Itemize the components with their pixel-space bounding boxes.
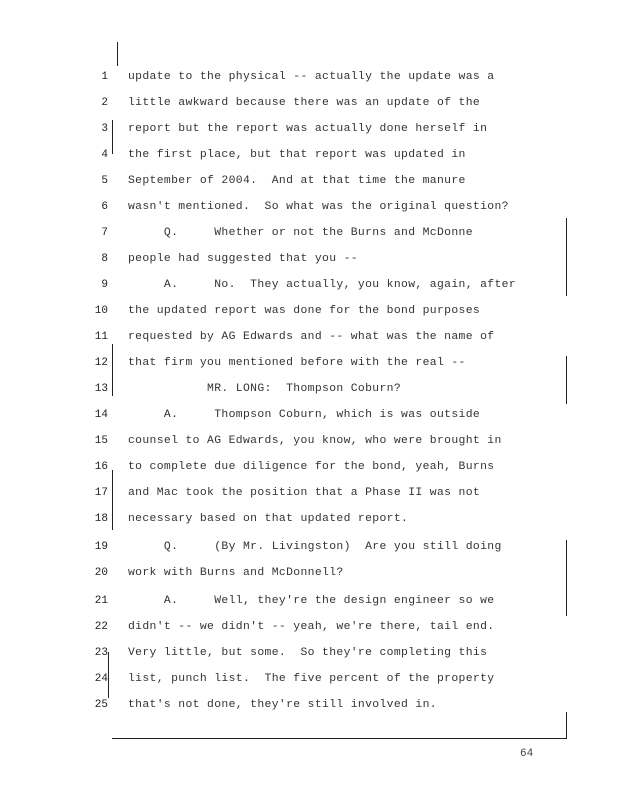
line-text: wasn't mentioned. So what was the original question? bbox=[128, 201, 509, 213]
transcript-line bbox=[0, 694, 618, 720]
line-number: 22 bbox=[94, 621, 108, 633]
line-text: requested by AG Edwards and -- what was the name of bbox=[128, 331, 495, 343]
line-number: 7 bbox=[101, 227, 108, 239]
line-text: update to the physical -- actually the update was a bbox=[128, 71, 495, 83]
line-number: 15 bbox=[94, 435, 108, 447]
line-text: little awkward because there was an update of the bbox=[128, 97, 481, 109]
transcript-line bbox=[0, 508, 618, 534]
transcript-line bbox=[0, 144, 618, 170]
transcript-line bbox=[0, 590, 618, 616]
transcript-line bbox=[0, 616, 618, 642]
line-number: 19 bbox=[94, 541, 108, 553]
line-number: 12 bbox=[94, 357, 108, 369]
line-text: that firm you mentioned before with the real -- bbox=[128, 357, 466, 369]
line-text: A. Well, they're the design engineer so we bbox=[128, 595, 495, 607]
line-number: 10 bbox=[94, 305, 108, 317]
bottom-rule bbox=[112, 738, 567, 739]
line-number: 4 bbox=[101, 149, 108, 161]
transcript-line bbox=[0, 118, 618, 144]
line-number: 13 bbox=[94, 383, 108, 395]
line-text: the first place, but that report was updated in bbox=[128, 149, 466, 161]
line-number: 21 bbox=[94, 595, 108, 607]
margin-rule-top bbox=[117, 42, 118, 66]
line-number: 6 bbox=[101, 201, 108, 213]
line-text: counsel to AG Edwards, you know, who were brought in bbox=[128, 435, 502, 447]
transcript-line bbox=[0, 300, 618, 326]
transcript-line bbox=[0, 378, 618, 404]
transcript-line bbox=[0, 222, 618, 248]
transcript-line bbox=[0, 404, 618, 430]
line-number: 3 bbox=[101, 123, 108, 135]
transcript-line bbox=[0, 170, 618, 196]
line-text: Q. (By Mr. Livingston) Are you still doing bbox=[128, 541, 502, 553]
line-number: 5 bbox=[101, 175, 108, 187]
line-text: the updated report was done for the bond purposes bbox=[128, 305, 481, 317]
line-text: list, punch list. The five percent of the property bbox=[128, 673, 495, 685]
line-number: 8 bbox=[101, 253, 108, 265]
line-number: 18 bbox=[94, 513, 108, 525]
line-number: 2 bbox=[101, 97, 108, 109]
transcript-line bbox=[0, 92, 618, 118]
line-text: that's not done, they're still involved in. bbox=[128, 699, 437, 711]
line-text: September of 2004. And at that time the manure bbox=[128, 175, 466, 187]
transcript-line bbox=[0, 668, 618, 694]
line-text: Q. Whether or not the Burns and McDonne bbox=[128, 227, 473, 239]
transcript-line bbox=[0, 66, 618, 92]
transcript-line bbox=[0, 456, 618, 482]
line-number: 14 bbox=[94, 409, 108, 421]
transcript-line bbox=[0, 274, 618, 300]
line-text: to complete due diligence for the bond, yeah, Burns bbox=[128, 461, 495, 473]
line-text: work with Burns and McDonnell? bbox=[128, 567, 344, 579]
line-text: A. Thompson Coburn, which is was outside bbox=[128, 409, 481, 421]
line-number: 23 bbox=[94, 647, 108, 659]
transcript-line bbox=[0, 536, 618, 562]
line-text: MR. LONG: Thompson Coburn? bbox=[128, 383, 402, 395]
line-text: people had suggested that you -- bbox=[128, 253, 358, 265]
line-number: 24 bbox=[94, 673, 108, 685]
line-number: 25 bbox=[94, 699, 108, 711]
transcript-line bbox=[0, 248, 618, 274]
transcript-line bbox=[0, 562, 618, 588]
line-number: 9 bbox=[101, 279, 108, 291]
line-number: 20 bbox=[94, 567, 108, 579]
transcript-line bbox=[0, 482, 618, 508]
transcript-line bbox=[0, 196, 618, 222]
line-number: 17 bbox=[94, 487, 108, 499]
line-text: necessary based on that updated report. bbox=[128, 513, 409, 525]
transcript-line bbox=[0, 430, 618, 456]
line-text: report but the report was actually done herself in bbox=[128, 123, 488, 135]
line-text: didn't -- we didn't -- yeah, we're there, tail end. bbox=[128, 621, 495, 633]
transcript-line bbox=[0, 326, 618, 352]
page-number: 64 bbox=[520, 748, 534, 760]
line-number: 11 bbox=[94, 331, 108, 343]
line-text: Very little, but some. So they're completing this bbox=[128, 647, 488, 659]
line-text: A. No. They actually, you know, again, after bbox=[128, 279, 517, 291]
transcript-line bbox=[0, 642, 618, 668]
line-text: and Mac took the position that a Phase II was not bbox=[128, 487, 481, 499]
line-number: 16 bbox=[94, 461, 108, 473]
transcript-line bbox=[0, 352, 618, 378]
line-number: 1 bbox=[101, 71, 108, 83]
